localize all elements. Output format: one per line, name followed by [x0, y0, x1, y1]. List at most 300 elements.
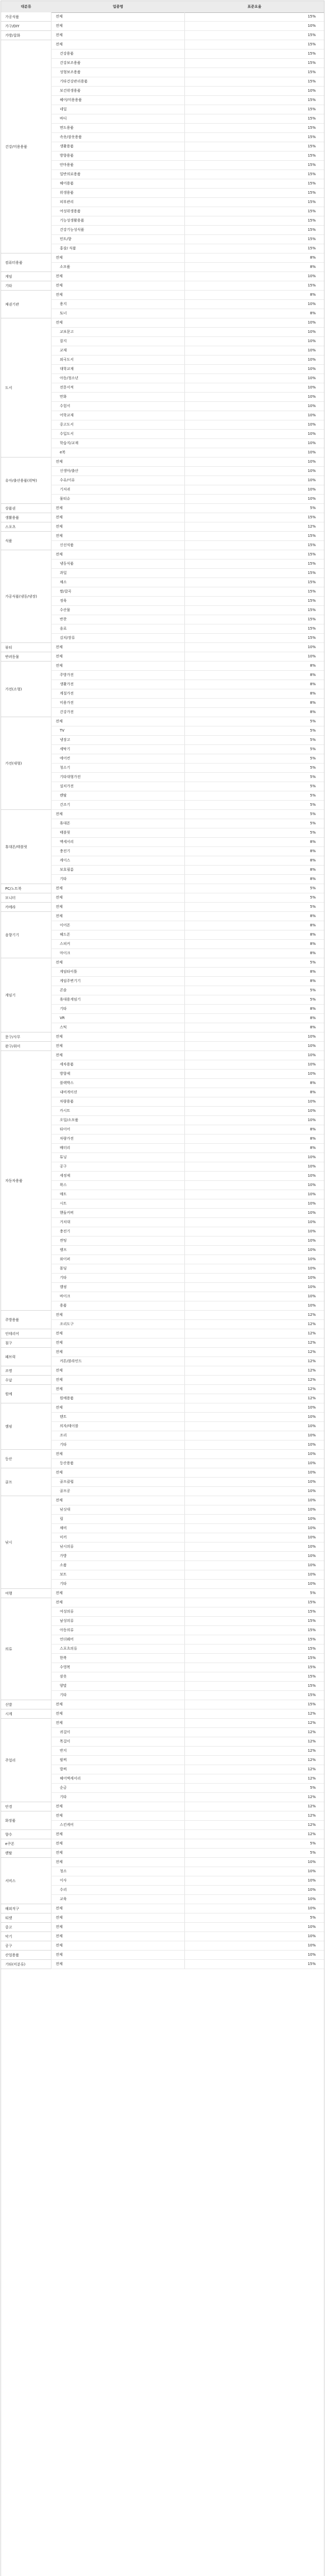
business-type-cell: 정육 — [51, 597, 185, 605]
business-type-cell: 바이크 — [51, 1292, 185, 1301]
category-cell: 낚시 — [1, 1496, 51, 1589]
business-type-cell: 텐트 — [51, 1413, 185, 1421]
business-type-cell: 미용가전 — [51, 699, 185, 707]
table-row — [51, 782, 324, 791]
business-type-cell: 핸들커버 — [51, 1209, 185, 1217]
business-type-cell: 한복 — [51, 1654, 185, 1663]
table-row — [51, 1088, 324, 1097]
rate-cell: 12% — [307, 1341, 316, 1345]
business-type-cell: 설치가전 — [51, 782, 185, 791]
business-type-cell: 주방가전 — [51, 671, 185, 680]
table-row — [51, 31, 324, 40]
business-type-cell: 스틱 — [51, 1023, 185, 1032]
rate-cell: 10% — [307, 645, 316, 649]
table-row — [51, 773, 324, 782]
rate-cell: 12% — [307, 1359, 316, 1363]
business-type-cell: e북 — [51, 448, 185, 457]
rate-cell: 10% — [307, 1860, 316, 1864]
rate-cell: 10% — [307, 1229, 316, 1233]
table-row — [51, 615, 324, 624]
rate-cell: 12% — [307, 1721, 316, 1725]
rate-cell: 15% — [307, 636, 316, 640]
rate-cell: 12% — [307, 1350, 316, 1354]
business-type-cell: 헤드폰 — [51, 930, 185, 939]
table-row — [51, 1849, 324, 1858]
category-cell: 원예 — [1, 1385, 51, 1403]
business-type-cell: 대학교재 — [51, 365, 185, 374]
business-type-cell: 세탁기 — [51, 745, 185, 754]
table-row — [51, 1209, 324, 1218]
rate-cell: 10% — [307, 302, 316, 306]
rate-cell: 10% — [307, 1535, 316, 1539]
rate-cell: 10% — [307, 654, 316, 658]
table-row — [51, 1524, 324, 1533]
rate-cell: 10% — [307, 1201, 316, 1206]
business-type-cell: 헤어용품 — [51, 179, 185, 188]
business-type-cell: 채비 — [51, 1524, 185, 1533]
business-type-cell: 보호필름 — [51, 866, 185, 874]
rate-cell: 8% — [310, 979, 316, 983]
rate-cell: 12% — [307, 524, 316, 529]
business-type-cell: 생활가전 — [51, 680, 185, 689]
business-type-cell: 썬팅 — [51, 1236, 185, 1245]
table-row — [51, 189, 324, 198]
business-type-cell: 전문서적 — [51, 383, 185, 392]
table-row — [51, 114, 324, 124]
business-type-cell: 튜닝 — [51, 1153, 185, 1162]
table-row — [51, 1598, 324, 1607]
rate-cell: 10% — [307, 1582, 316, 1586]
rate-cell: 10% — [307, 1443, 316, 1447]
table-row — [51, 439, 324, 448]
table-row — [51, 281, 324, 291]
business-type-cell: 전체 — [51, 1923, 185, 1931]
rate-cell: 15% — [307, 599, 316, 603]
table-row — [51, 235, 324, 244]
rate-cell: 10% — [307, 1415, 316, 1419]
table-row — [51, 1672, 324, 1682]
rate-cell: 15% — [307, 52, 316, 56]
business-type-cell: 에어컨 — [51, 754, 185, 763]
business-type-cell: 양말 — [51, 1682, 185, 1690]
business-type-cell: 전체 — [51, 1385, 185, 1394]
table-row — [51, 1246, 324, 1255]
rate-cell: 8% — [310, 710, 316, 714]
table-row — [51, 1366, 324, 1376]
category-cell: 주방용품 — [1, 1311, 51, 1329]
rate-cell: 12% — [307, 1730, 316, 1734]
table-row — [51, 810, 324, 819]
business-type-cell: 전체 — [51, 513, 185, 522]
table-row — [51, 587, 324, 597]
rate-cell: 5% — [310, 905, 316, 909]
category-cell: 산업용품 — [1, 1951, 51, 1960]
business-type-cell: 소품 — [51, 1561, 185, 1570]
table-row — [51, 420, 324, 430]
table-row — [51, 930, 324, 940]
rate-cell: 10% — [307, 422, 316, 427]
table-row — [51, 253, 324, 263]
rate-cell: 10% — [307, 1897, 316, 1901]
table-row — [51, 791, 324, 801]
business-type-cell: 냉장고 — [51, 736, 185, 744]
business-type-cell: 언더웨어 — [51, 1635, 185, 1644]
category-cell: 향수 — [1, 1830, 51, 1839]
rate-cell: 8% — [310, 673, 316, 677]
business-type-cell: 전체 — [51, 40, 185, 49]
table-row — [51, 578, 324, 587]
business-type-cell: 스포츠의류 — [51, 1645, 185, 1653]
business-type-cell: 여성위생용품 — [51, 207, 185, 216]
table-row — [51, 884, 324, 893]
business-type-cell: 계절가전 — [51, 689, 185, 698]
rate-cell: 15% — [307, 1684, 316, 1688]
business-type-cell: 귀걸이 — [51, 1728, 185, 1737]
business-type-cell: 외국도서 — [51, 355, 185, 364]
rate-cell: 5% — [310, 988, 316, 992]
rate-cell: 10% — [307, 1452, 316, 1456]
rate-cell: 8% — [310, 849, 316, 853]
rate-cell: 10% — [307, 89, 316, 93]
business-type-cell: 수영복 — [51, 1663, 185, 1672]
table-row — [51, 856, 324, 866]
rate-cell: 8% — [310, 1081, 316, 1085]
table-row — [51, 1005, 324, 1014]
business-type-cell: 등산용품 — [51, 1459, 185, 1468]
rate-cell: 10% — [307, 1480, 316, 1484]
rate-cell: 10% — [307, 1563, 316, 1567]
business-type-cell: 블랙박스 — [51, 1079, 185, 1088]
business-type-cell: 전체 — [51, 253, 185, 262]
rate-cell: 10% — [307, 1572, 316, 1577]
table-row — [51, 1913, 324, 1923]
rate-cell: 5% — [310, 831, 316, 835]
business-type-cell: 세차용품 — [51, 1060, 185, 1069]
table-row — [51, 1440, 324, 1450]
business-type-cell: 토너 — [51, 309, 185, 318]
rate-cell: 8% — [310, 868, 316, 872]
business-type-cell: 홍삼/ 식품 — [51, 244, 185, 253]
fee-table — [1, 1, 324, 2576]
rate-cell: 10% — [307, 1099, 316, 1104]
rate-cell: 5% — [310, 775, 316, 779]
rate-cell: 15% — [307, 237, 316, 241]
rate-cell: 5% — [310, 960, 316, 964]
rate-cell: 10% — [307, 330, 316, 334]
business-type-cell: 건강용품 — [51, 49, 185, 58]
business-type-cell: 교재 — [51, 346, 185, 355]
rate-cell: 10% — [307, 1953, 316, 1957]
table-row — [51, 1051, 324, 1060]
business-type-cell: 전체 — [51, 1589, 185, 1598]
business-type-cell: 기타 — [51, 1580, 185, 1588]
rate-cell: 5% — [310, 766, 316, 770]
table-row — [51, 1747, 324, 1756]
business-type-cell: 충전기 — [51, 1227, 185, 1236]
business-type-cell: 전체 — [51, 550, 185, 559]
rate-cell: 15% — [307, 589, 316, 594]
rate-cell: 15% — [307, 209, 316, 213]
rate-cell: 8% — [310, 1127, 316, 1131]
table-row — [51, 662, 324, 671]
table-row — [51, 1116, 324, 1125]
rate-cell: 10% — [307, 1517, 316, 1521]
table-row — [51, 355, 324, 365]
table-row — [51, 643, 324, 652]
business-type-cell: 원예용품 — [51, 1394, 185, 1403]
business-type-cell: 헤어액세서리 — [51, 1774, 185, 1783]
category-cell: 뷰티 — [1, 643, 51, 652]
business-type-cell: 전체 — [51, 903, 185, 911]
business-type-cell: 기타 — [51, 1005, 185, 1013]
rate-cell: 15% — [307, 1665, 316, 1669]
table-row — [51, 828, 324, 838]
business-type-cell: 민트/향 — [51, 235, 185, 244]
table-row — [51, 606, 324, 615]
business-type-cell: 타이어 — [51, 1125, 185, 1134]
table-row — [51, 105, 324, 114]
rate-cell: 8% — [310, 311, 316, 315]
table-row — [51, 1422, 324, 1431]
header-category: 대분류 — [21, 5, 31, 9]
table-row — [51, 708, 324, 717]
category-cell: 서비스 — [1, 1858, 51, 1904]
rate-cell: 10% — [307, 1294, 316, 1298]
rate-cell: 15% — [307, 42, 316, 46]
rate-cell: 8% — [310, 914, 316, 918]
rate-cell: 8% — [310, 664, 316, 668]
rate-cell: 5% — [310, 886, 316, 890]
table-row — [51, 1450, 324, 1459]
table-row — [51, 12, 324, 22]
table-row — [51, 893, 324, 903]
table-row — [51, 244, 324, 253]
table-row — [51, 1663, 324, 1672]
rate-cell: 12% — [307, 1832, 316, 1836]
business-type-cell: 오일/소모품 — [51, 1116, 185, 1125]
business-type-cell: 위생용품 — [51, 189, 185, 197]
business-type-cell: 내비게이션 — [51, 1088, 185, 1097]
rate-cell: 12% — [307, 1739, 316, 1743]
table-row — [51, 764, 324, 773]
rate-cell: 15% — [307, 98, 316, 102]
table-row — [51, 1153, 324, 1162]
category-cell: PC/노트북 — [1, 884, 51, 893]
category-cell: 게임 — [1, 272, 51, 281]
business-type-cell: 건강보조용품 — [51, 59, 185, 67]
rate-cell: 10% — [307, 1164, 316, 1168]
table-row — [51, 1125, 324, 1134]
business-type-cell: 수유/이유 — [51, 476, 185, 485]
table-row — [51, 1431, 324, 1440]
business-type-cell: 스킨케어 — [51, 1821, 185, 1829]
table-row — [51, 457, 324, 467]
table-row — [51, 1338, 324, 1348]
rate-cell: 10% — [307, 1276, 316, 1280]
category-cell: 의류 — [1, 1598, 51, 1700]
business-type-cell: 전체 — [51, 1450, 185, 1459]
business-type-cell: 수리 — [51, 1886, 185, 1894]
table-row — [51, 1274, 324, 1283]
rate-cell: 10% — [307, 24, 316, 28]
business-type-cell: 전체 — [51, 1849, 185, 1857]
rate-cell: 15% — [307, 626, 316, 631]
business-type-cell: 물티슈 — [51, 495, 185, 503]
table-row — [51, 263, 324, 272]
rate-cell: 12% — [307, 1368, 316, 1372]
table-row — [51, 1413, 324, 1422]
table-row — [51, 87, 324, 96]
rate-cell: 8% — [310, 1137, 316, 1141]
business-type-cell: 전체 — [51, 1700, 185, 1709]
table-row — [51, 1904, 324, 1913]
rate-cell: 10% — [307, 1303, 316, 1308]
rate-cell: 12% — [307, 1767, 316, 1771]
business-type-cell: 전체 — [51, 1338, 185, 1347]
business-type-cell: 전체 — [51, 1051, 185, 1060]
business-type-cell: 캠핑 — [51, 1283, 185, 1292]
table-row — [51, 1172, 324, 1181]
business-type-cell: 교육 — [51, 1895, 185, 1904]
business-type-cell: 스피커 — [51, 940, 185, 948]
rate-cell: 10% — [307, 1424, 316, 1428]
rate-cell: 5% — [310, 506, 316, 510]
business-type-cell: 몰딩 — [51, 1264, 185, 1273]
table-row — [51, 754, 324, 764]
business-type-cell: 기타대형가전 — [51, 773, 185, 782]
business-type-cell: 수험서 — [51, 402, 185, 411]
business-type-cell: 조리 — [51, 1431, 185, 1440]
category-cell: 건강/미용용품 — [1, 40, 51, 253]
business-type-cell: 전체 — [51, 893, 185, 902]
rate-cell: 8% — [310, 1090, 316, 1094]
table-row — [51, 133, 324, 142]
business-type-cell: 신선식품 — [51, 541, 185, 550]
rate-cell: 15% — [307, 218, 316, 223]
business-type-cell: 커튼/블라인드 — [51, 1357, 185, 1366]
rate-cell: 12% — [307, 1795, 316, 1799]
business-type-cell: 헤어/미용용품 — [51, 96, 185, 105]
business-type-cell: 일반의료용품 — [51, 170, 185, 179]
table-row — [51, 560, 324, 569]
business-type-cell: 매트 — [51, 1190, 185, 1199]
business-type-cell: 기타 — [51, 1274, 185, 1282]
rate-cell: 12% — [307, 1711, 316, 1716]
business-type-cell: 전체 — [51, 1468, 185, 1477]
category-cell: 가전(대형) — [1, 717, 51, 810]
category-cell: 생활용품 — [1, 513, 51, 522]
category-cell: 채권기관 — [1, 291, 51, 318]
business-type-cell: 휴대용게임기 — [51, 995, 185, 1004]
category-cell: 도서 — [1, 318, 51, 457]
category-cell: 스포츠 — [1, 522, 51, 532]
business-type-cell: 전체 — [51, 522, 185, 531]
rate-cell: 15% — [307, 1619, 316, 1623]
rate-cell: 15% — [307, 1693, 316, 1697]
rate-cell: 10% — [307, 1526, 316, 1530]
table-row — [51, 1236, 324, 1246]
table-row — [51, 291, 324, 300]
rate-cell: 10% — [307, 413, 316, 417]
rate-cell: 8% — [310, 701, 316, 705]
rate-cell: 5% — [310, 1786, 316, 1790]
table-row — [51, 1654, 324, 1663]
table-row — [51, 513, 324, 522]
table-row — [51, 226, 324, 235]
business-type-cell: 전체 — [51, 1932, 185, 1941]
rate-cell: 15% — [307, 107, 316, 111]
table-row — [51, 1709, 324, 1719]
table-row — [51, 1468, 324, 1478]
business-type-cell: 전체 — [51, 717, 185, 726]
table-row — [51, 1227, 324, 1236]
business-type-cell: 전체 — [51, 1913, 185, 1922]
business-type-cell: 잠옷 — [51, 1672, 185, 1681]
table-row — [51, 96, 324, 105]
rate-cell: 8% — [310, 877, 316, 881]
rate-cell: 10% — [307, 1053, 316, 1057]
rate-cell: 8% — [310, 923, 316, 927]
business-type-cell: 김치/장류 — [51, 634, 185, 642]
category-cell: 골프 — [1, 1468, 51, 1496]
business-type-cell: 이어폰 — [51, 921, 185, 930]
category-cell: 컴퓨터용품 — [1, 253, 51, 272]
rate-cell: 15% — [307, 163, 316, 167]
table-row — [51, 77, 324, 87]
table-row — [51, 1737, 324, 1747]
business-type-cell: 전체 — [51, 1839, 185, 1848]
rate-cell: 8% — [310, 265, 316, 269]
rate-cell: 15% — [307, 135, 316, 139]
rate-cell: 15% — [307, 1628, 316, 1632]
business-type-cell: 전체 — [51, 1811, 185, 1820]
business-type-cell: 전체 — [51, 504, 185, 513]
business-type-cell: 전체 — [51, 272, 185, 281]
rate-cell: 10% — [307, 348, 316, 352]
rate-cell: 12% — [307, 1758, 316, 1762]
rate-cell: 10% — [307, 460, 316, 464]
table-row — [51, 1134, 324, 1144]
table-row — [51, 1515, 324, 1524]
rate-cell: 5% — [310, 793, 316, 798]
table-row — [51, 1932, 324, 1941]
business-type-cell: 발찌 — [51, 1765, 185, 1774]
category-cell: e쿠폰 — [1, 1839, 51, 1849]
business-type-cell: 보건위생용품 — [51, 87, 185, 95]
business-type-cell: 남성의류 — [51, 1617, 185, 1625]
business-type-cell: 케이스 — [51, 856, 185, 865]
business-type-cell: 골프클럽 — [51, 1478, 185, 1486]
business-type-cell: 휴대폰 — [51, 819, 185, 828]
table-row — [51, 912, 324, 921]
rate-cell: 10% — [307, 1878, 316, 1883]
business-type-cell: 전체 — [51, 662, 185, 670]
category-cell: 패브릭 — [1, 1348, 51, 1366]
rate-cell: 8% — [310, 293, 316, 297]
rate-cell: 10% — [307, 1545, 316, 1549]
table-row — [51, 383, 324, 393]
rate-cell: 5% — [310, 812, 316, 816]
rate-cell: 15% — [307, 543, 316, 547]
table-row — [51, 448, 324, 457]
business-type-cell: 가방 — [51, 1552, 185, 1561]
table-row — [51, 1403, 324, 1413]
rate-cell: 15% — [307, 1962, 316, 1966]
business-type-cell: 신생아/출산 — [51, 467, 185, 476]
business-type-cell: 생활용품 — [51, 142, 185, 151]
rate-cell: 10% — [307, 432, 316, 436]
rate-cell: 15% — [307, 283, 316, 287]
